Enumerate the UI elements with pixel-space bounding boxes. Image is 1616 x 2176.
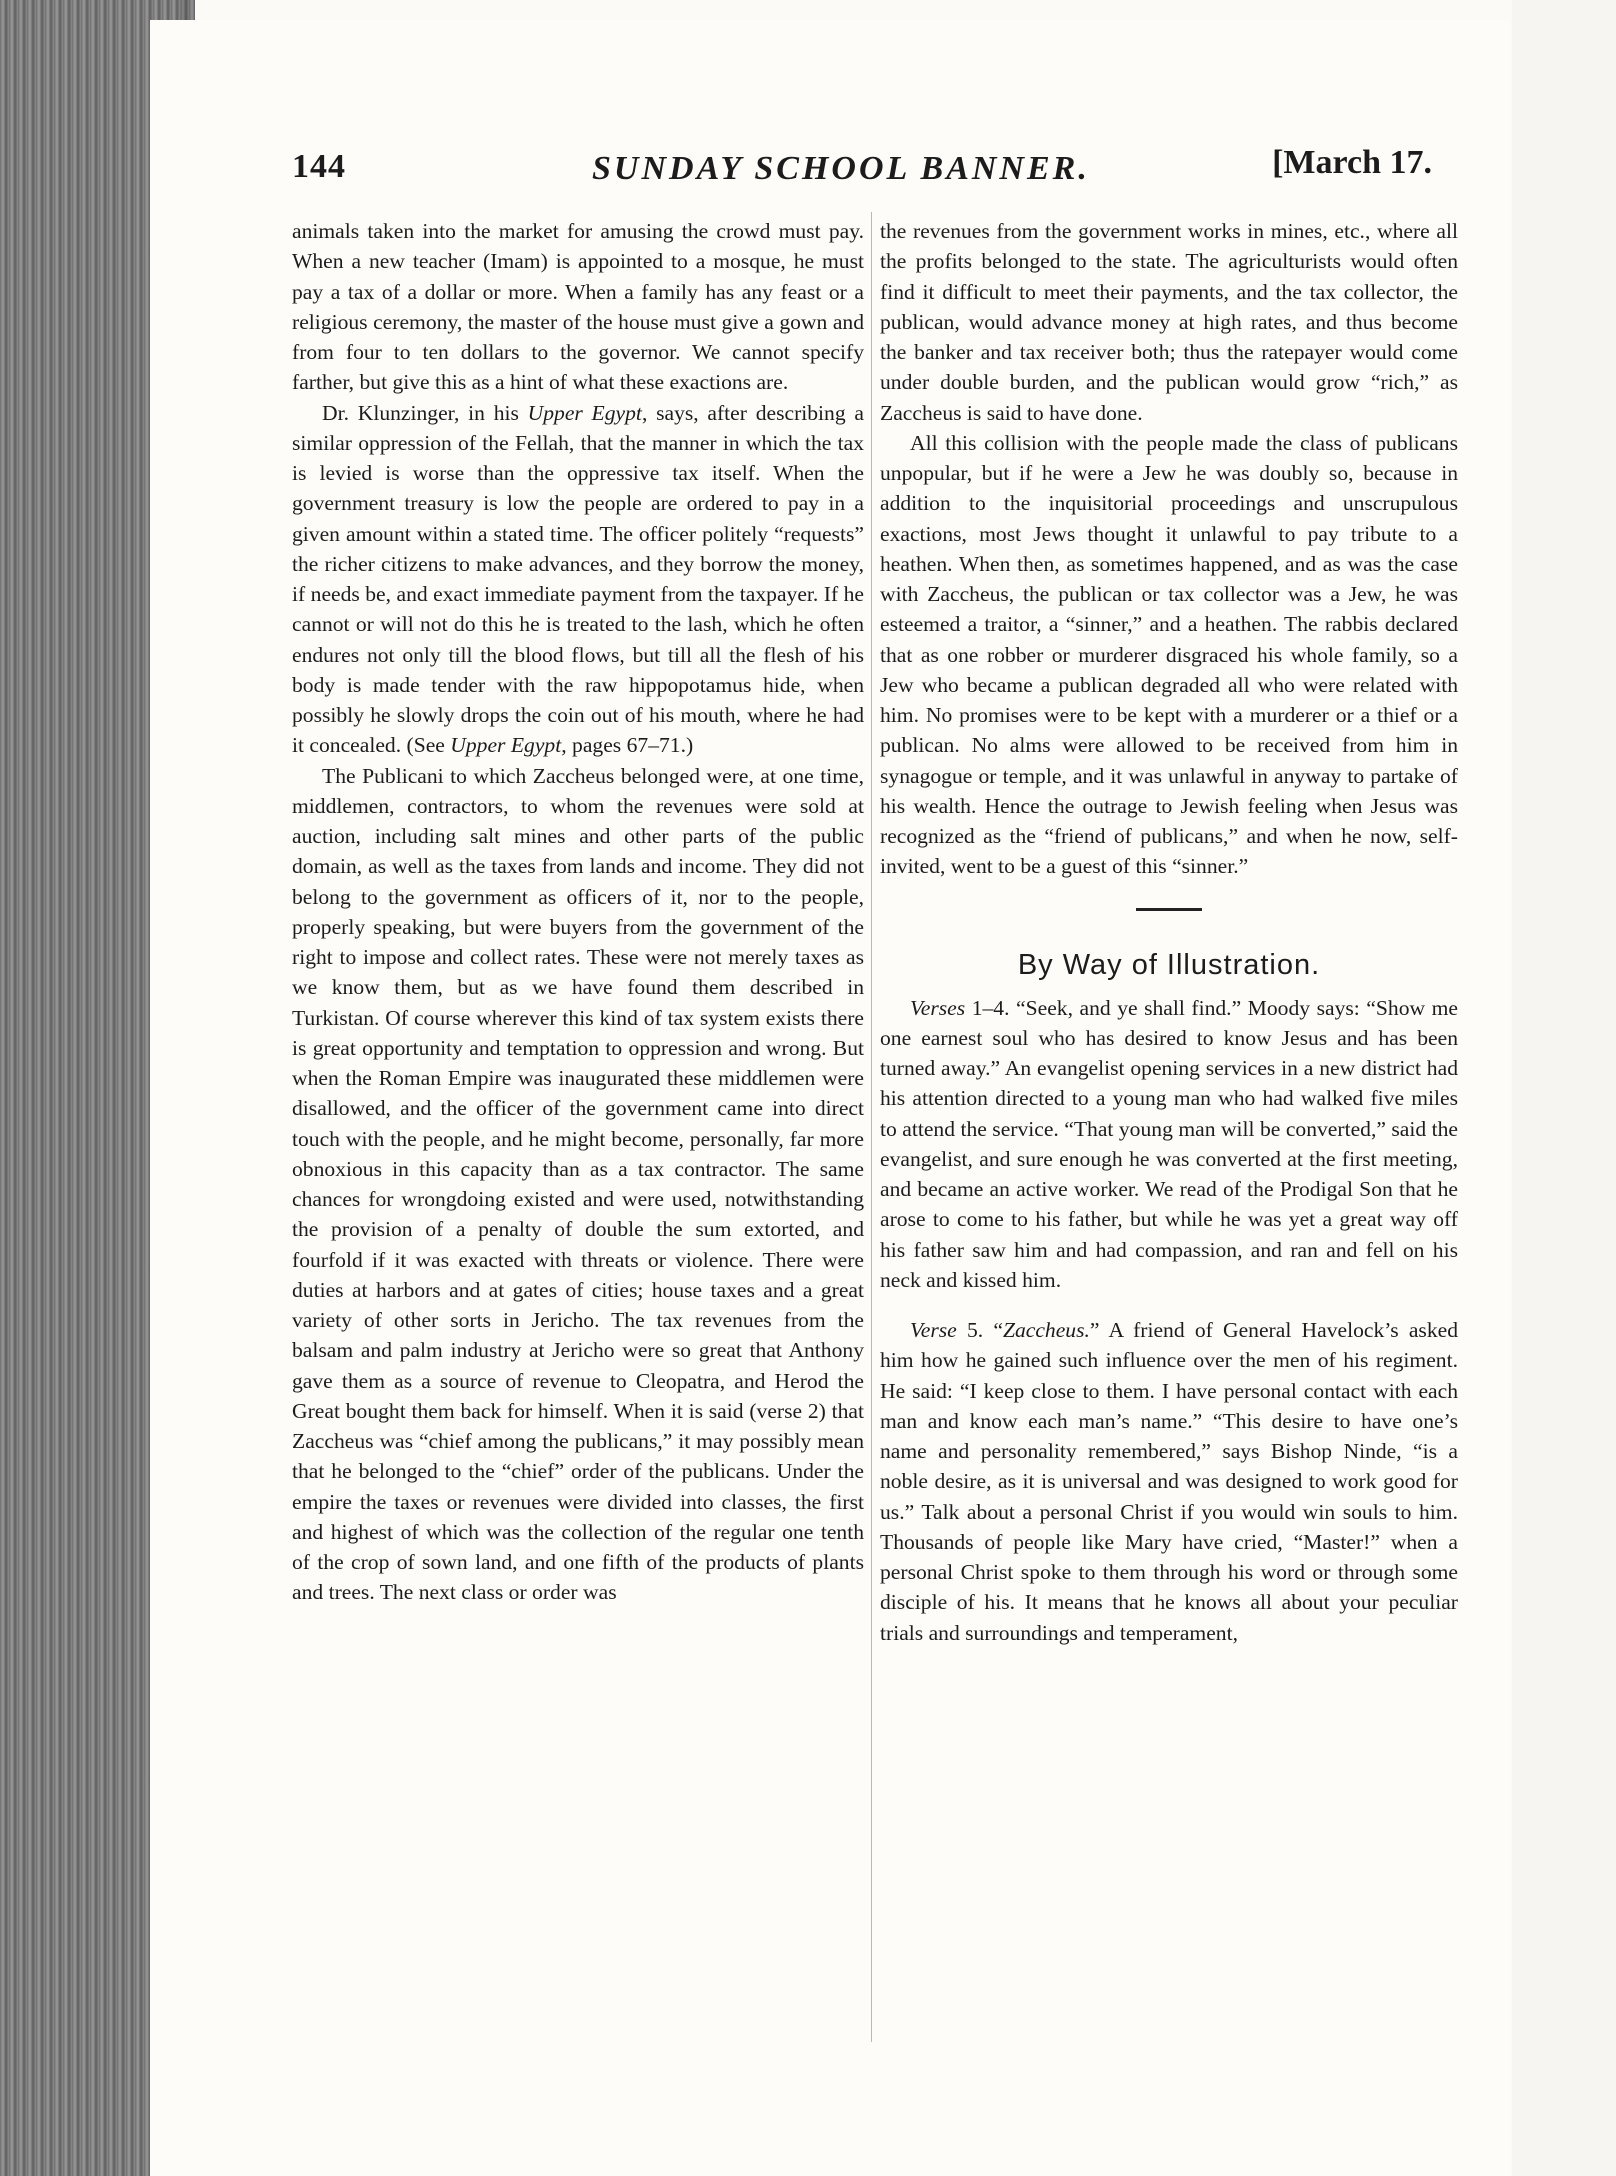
text-run: Dr. Klunzinger, in his: [322, 400, 528, 425]
text-run: ” A friend of General Havelock’s asked him how he gained such influence over the men of his regiment. He said: “I keep close to them. I have personal contact with each man and know each man’s name.” “This desire to have one’s name and personality remembered,” says Bishop Ninde, “is a noble desire, as it is universal and was designed to work good for us.” Talk about a personal Christ if you would win souls to him. Thousands of people like Mary have cried, “Master!” when a personal Christ spoke to them through his word or through some disciple of his. It means that he knows all about your peculiar trials and surroundings and temperament,: [880, 1318, 1459, 1645]
text-run: 1–4. “Seek, and ye shall find.” Moody says: “Show me one earnest soul who has desired to know Jesus and has been turned away.” An evangelist opening services in a new district had his attention directed to a young man who had walked five miles to attend the service. “That young man will be converted,” said the evangelist, and sure enough he was converted at the first meeting, and became an active worker. We read of the Prodigal Son that he arose to come to his father, but while he was yet a great way off his father saw him and had compassion, and ran and fell on his neck and kissed him.: [880, 995, 1458, 1292]
paragraph: animals taken into the market for amusing the crowd must pay. When a new teacher (Imam) is appointed to a mosque, he must pay a tax of a dollar or more. When a family has any feast or a religious ceremony, the master of the house must give a gown and from four to ten dollars to the governor. We cannot specify farther, but give this as a hint of what these exactions are.: [292, 219, 864, 395]
paragraph: The Publicani to which Zaccheus belonged were, at one time, middlemen, contractors, to whom the revenues were sold at auction, including salt mines and other parts of the public domain, as well as the taxes from lands and income. They did not belong to the government as officers of it, nor to the people, properly speaking, but were buyers from the government of the right to impose and collect rates. These were not merely taxes as we know them, but as we have found them described in Turkistan. Of course wherever this kind of tax system exists there is great opportunity and temptation to oppression and wrong. But when the Roman Empire was inaugurated these middlemen were disallowed, and the officer of the government came into direct touch with the people, and he might become, personally, far more obnoxious in this capacity than as a tax contractor. The same chances for wrongdoing existed and were used, notwithstanding the provision of a penalty of double the sum extorted, and fourfold if it was exacted with threats or violence. There were duties at harbors and at gates of cities; house taxes and a great variety of other sorts in Jericho. The tax revenues from the balsam and palm industry at Jericho were so great that Anthony gave them as a source of revenue to Cleopatra, and Herod the Great bought them back for himself. When it is said (verse 2) that Zaccheus was “chief among the publicans,” it may possibly mean that he belonged to the “chief” order of the publicans. Under the empire the taxes or revenues were divided into classes, the first and highest of which was the collection of the regular one tenth of the crop of sown land, and one fifth of the products of plants and trees. The next class or order was: [292, 763, 864, 1605]
paragraph: All this collision with the people made the class of publicans unpopular, but if he were a Jew he was doubly so, because in addition to the inquisitorial proceedings and unscrupulous exactions, most Jews thought it unlawful to pay tribute to a heathen. When then, as sometimes happened, and as was the case with Zaccheus, the publican or tax collector was a Jew, he was esteemed a traitor, a “sinner,” and a heathen. The rabbis declared that as one robber or murderer disgraced his whole family, so a Jew who became a publican degraded all who were related with him. No promises were to be kept with a murderer or a thief or a publican. No alms were allowed to be received from him in synagogue or temple, and it was unlawful in anyway to partake of his wealth. Hence the outrage to Jewish feeling when Jesus was recognized as the “friend of publicans,” and when he now, self-invited, went to be a guest of this “sinner.”: [880, 430, 1458, 879]
issue-date: [March 17.: [1272, 144, 1432, 181]
book-title: Upper Egypt: [527, 400, 642, 425]
page-number: 144: [292, 148, 346, 185]
paragraph: [292, 398, 864, 761]
column-divider: [871, 212, 872, 2042]
section-heading: By Way of Illustration.: [1017, 948, 1321, 981]
book-title: Upper Egypt: [450, 733, 562, 758]
adjacent-page: [1512, 0, 1616, 2176]
verse-quote: Zaccheus.: [1002, 1318, 1090, 1342]
text-run: , pages 67–71.): [561, 733, 694, 758]
running-header: [292, 140, 1432, 200]
paragraph: the revenues from the government works in mines, etc., where all the profits belonged to the state. The agriculturists would often find it difficult to meet their payments, and the tax collector, the publican, would advance money at high rates, and thus become the banker and tax receiver both; thus the ratepayer would come under double burden, and the publican would grow “rich,” as Zaccheus is said to have done.: [880, 219, 1458, 425]
text-run: , says, after describing a similar oppression of the Fellah, that the manner in which the tax is levied is worse than the oppressive tax itself. When the government treasury is low the people are ordered to pay in a given amount within a stated time. The officer politely “requests” the richer citizens to make advances, and they borrow the money, if needs be, and exact immediate payment from the taxpayer. If he cannot or will not do this he is treated to the lash, which he often endures not only till the blood flows, but till all the flesh of his body is made tender with the raw hippopotamus hide, when possibly he slowly drops the coin out of his mouth, where he had it concealed. (See: [292, 400, 864, 758]
verse-label: Verses: [910, 995, 966, 1020]
left-column: [292, 216, 864, 1608]
illustration-verses-1-4: [880, 993, 1458, 1296]
section-separator: [1136, 908, 1202, 911]
journal-title: SUNDAY SCHOOL BANNER.: [592, 150, 1090, 187]
text-run: 5. “: [956, 1318, 1003, 1342]
illustration-verse-5: [880, 1315, 1458, 1648]
spacer: [880, 1295, 1458, 1315]
right-column: [880, 216, 1458, 1648]
verse-label: Verse: [910, 1318, 957, 1342]
